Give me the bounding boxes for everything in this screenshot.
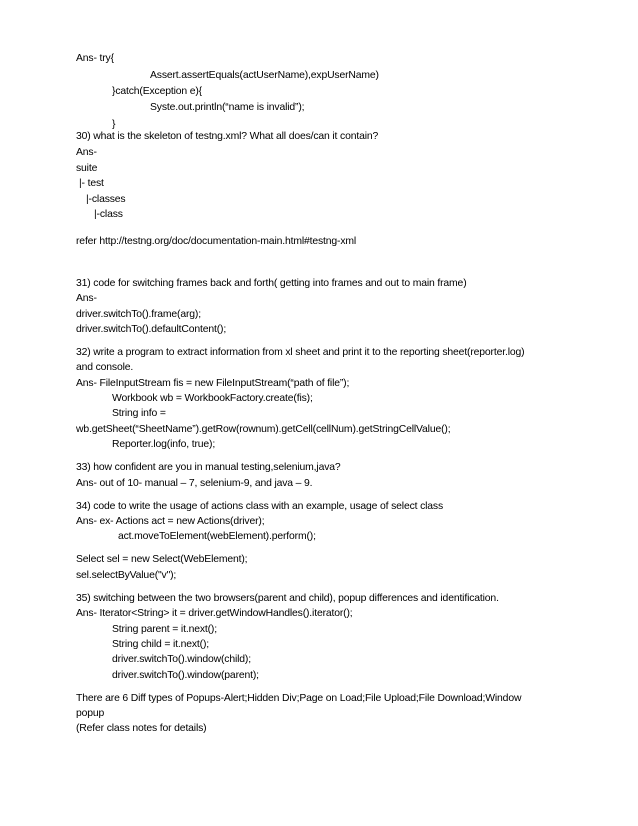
doc-line: suite [76,163,98,174]
question-33: 33) how confident are you in manual testing,selenium,java? [76,462,341,473]
code-line: Select sel = new Select(WebElement); [76,554,248,565]
doc-line: Ans- try{ [76,53,114,64]
code-line: driver.switchTo().defaultContent(); [76,324,227,335]
code-line: wb.getSheet(“SheetName”).getRow(rownum).getCell(cellNum).getStringCellValue(); [76,424,451,435]
question-31: 31) code for switching frames back and forth( getting into frames and out to main frame) [76,278,467,289]
code-line: driver.switchTo().frame(arg); [76,309,201,320]
question-34: 34) code to write the usage of actions class with an example, usage of select class [76,501,444,512]
code-line: Syste.out.println(“name is invalid”); [150,102,305,113]
code-line: sel.selectByValue("v"); [76,570,177,581]
tree-line: |-classes [86,194,126,205]
code-line: String child = it.next(); [112,639,210,650]
code-line: String info = [112,408,166,419]
code-line: Ans- ex- Actions act = new Actions(driver); [76,516,265,527]
code-line: String parent = it.next(); [112,624,217,635]
code-line: Reporter.log(info, true); [112,439,216,450]
doc-line: Ans- [76,293,97,304]
question-30: 30) what is the skeleton of testng.xml? What all does/can it contain? [76,131,379,142]
tree-line: |- test [79,178,104,189]
doc-line: popup [76,708,105,719]
code-line: Assert.assertEquals(actUserName),expUserName) [150,70,379,81]
tree-line: |-class [94,209,123,220]
question-32: 32) write a program to extract information from xl sheet and print it to the reporting sheet(reporter.log) [76,347,525,358]
doc-line: Ans- out of 10- manual – 7, selenium-9, and java – 9. [76,478,313,489]
code-line: } [112,119,116,130]
code-line: driver.switchTo().window(parent); [112,670,259,681]
doc-line: (Refer class notes for details) [76,723,207,734]
doc-line: and console. [76,362,134,373]
code-line: driver.switchTo().window(child); [112,654,251,665]
code-line: Ans- FileInputStream fis = new FileInputStream(“path of file”); [76,378,350,389]
code-line: }catch(Exception e){ [112,86,202,97]
code-line: act.moveToElement(webElement).perform(); [118,531,316,542]
doc-line: There are 6 Diff types of Popups-Alert;Hidden Div;Page on Load;File Upload;File Download;Window [76,693,522,704]
code-line: Workbook wb = WorkbookFactory.create(fis); [112,393,313,404]
code-line: Ans- Iterator<String> it = driver.getWindowHandles().iterator(); [76,608,353,619]
reference-link: refer http://testng.org/doc/documentation-main.html#testng-xml [76,236,357,247]
doc-line: Ans- [76,147,97,158]
question-35: 35) switching between the two browsers(parent and child), popup differences and identification. [76,593,499,604]
